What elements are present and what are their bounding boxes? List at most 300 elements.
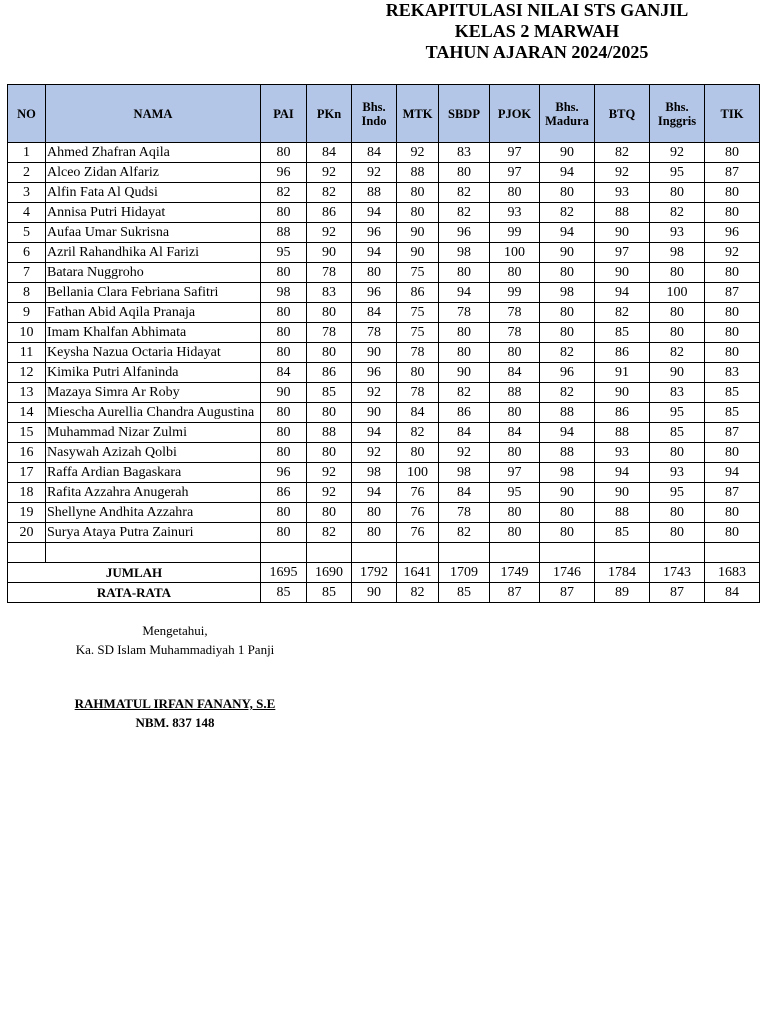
average-row-label: RATA-RATA [8, 583, 261, 603]
score-cell: 80 [307, 403, 352, 423]
table-row [8, 523, 760, 543]
score-cell: 94 [352, 483, 397, 503]
score-cell: 97 [490, 143, 540, 163]
score-cell: 90 [397, 223, 439, 243]
score-cell: 92 [650, 143, 705, 163]
score-cell: 90 [595, 263, 650, 283]
student-name: Azril Rahandhika Al Farizi [46, 243, 261, 263]
score-cell: 78 [352, 323, 397, 343]
blank-cell [650, 543, 705, 563]
row-number: 2 [8, 163, 46, 183]
title-line-1: REKAPITULASI NILAI STS GANJIL [385, 0, 689, 20]
score-cell: 80 [261, 443, 307, 463]
header-subject [307, 85, 352, 143]
score-cell: 80 [397, 363, 439, 383]
score-cell: 90 [352, 343, 397, 363]
total-cell: 1749 [490, 563, 540, 583]
student-name: Raffa Ardian Bagaskara [46, 463, 261, 483]
row-number: 1 [8, 143, 46, 163]
table-row [8, 303, 760, 323]
score-cell: 90 [307, 243, 352, 263]
score-cell: 80 [705, 143, 760, 163]
score-cell: 93 [595, 183, 650, 203]
score-cell: 83 [307, 283, 352, 303]
score-cell: 80 [650, 503, 705, 523]
score-cell: 80 [307, 303, 352, 323]
blank-cell [540, 543, 595, 563]
title-line-2: KELAS 2 MARWAH [454, 21, 620, 41]
score-cell: 97 [595, 243, 650, 263]
header-subject-line: SBDP [448, 106, 480, 121]
score-cell: 75 [397, 263, 439, 283]
blank-cell [46, 543, 261, 563]
average-cell: 90 [352, 583, 397, 603]
score-cell: 80 [439, 263, 490, 283]
table-body [8, 143, 760, 603]
student-name: Keysha Nazua Octaria Hidayat [46, 343, 261, 363]
student-name: Batara Nuggroho [46, 263, 261, 283]
total-cell: 1690 [307, 563, 352, 583]
score-cell: 82 [650, 203, 705, 223]
score-cell: 87 [705, 423, 760, 443]
row-number: 19 [8, 503, 46, 523]
score-cell: 96 [540, 363, 595, 383]
score-cell: 80 [705, 183, 760, 203]
score-cell: 84 [352, 143, 397, 163]
table-row [8, 223, 760, 243]
score-cell: 94 [540, 423, 595, 443]
score-cell: 85 [705, 383, 760, 403]
score-cell: 80 [397, 183, 439, 203]
student-name: Ahmed Zhafran Aqila [46, 143, 261, 163]
score-cell: 84 [397, 403, 439, 423]
score-cell: 98 [439, 243, 490, 263]
score-cell: 90 [540, 143, 595, 163]
score-cell: 80 [261, 423, 307, 443]
total-cell: 1695 [261, 563, 307, 583]
score-cell: 80 [261, 303, 307, 323]
score-cell: 96 [352, 283, 397, 303]
score-cell: 80 [490, 523, 540, 543]
student-name: Imam Khalfan Abhimata [46, 323, 261, 343]
score-cell: 80 [650, 443, 705, 463]
row-number: 13 [8, 383, 46, 403]
score-cell: 86 [261, 483, 307, 503]
score-cell: 90 [439, 363, 490, 383]
score-cell: 78 [439, 503, 490, 523]
student-name: Miescha Aurellia Chandra Augustina [46, 403, 261, 423]
score-cell: 80 [261, 263, 307, 283]
score-cell: 84 [490, 423, 540, 443]
score-cell: 80 [490, 503, 540, 523]
score-cell: 80 [261, 143, 307, 163]
table-row [8, 203, 760, 223]
score-cell: 80 [439, 163, 490, 183]
table-row [8, 383, 760, 403]
score-cell: 84 [352, 303, 397, 323]
table-row [8, 403, 760, 423]
table-row [8, 163, 760, 183]
total-cell: 1792 [352, 563, 397, 583]
score-cell: 82 [540, 203, 595, 223]
report-title [300, 0, 768, 63]
score-cell: 95 [490, 483, 540, 503]
table-row [8, 263, 760, 283]
score-cell: 80 [397, 203, 439, 223]
total-cell: 1641 [397, 563, 439, 583]
score-cell: 80 [540, 323, 595, 343]
score-cell: 96 [352, 223, 397, 243]
score-cell: 78 [397, 383, 439, 403]
score-cell: 90 [540, 243, 595, 263]
score-cell: 97 [490, 163, 540, 183]
score-cell: 98 [650, 243, 705, 263]
score-cell: 98 [540, 283, 595, 303]
score-cell: 88 [261, 223, 307, 243]
score-cell: 92 [397, 143, 439, 163]
table-row [8, 323, 760, 343]
score-cell: 96 [261, 463, 307, 483]
score-cell: 82 [307, 183, 352, 203]
score-cell: 78 [439, 303, 490, 323]
header-subject-line: BTQ [608, 106, 636, 121]
score-cell: 90 [540, 483, 595, 503]
score-cell: 76 [397, 483, 439, 503]
score-cell: 86 [595, 343, 650, 363]
score-cell: 80 [307, 343, 352, 363]
score-cell: 96 [261, 163, 307, 183]
score-cell: 91 [595, 363, 650, 383]
score-cell: 92 [352, 163, 397, 183]
score-cell: 90 [397, 243, 439, 263]
student-name: Alceo Zidan Alfariz [46, 163, 261, 183]
score-cell: 83 [705, 363, 760, 383]
score-cell: 78 [397, 343, 439, 363]
score-cell: 80 [307, 503, 352, 523]
row-number: 11 [8, 343, 46, 363]
score-cell: 85 [307, 383, 352, 403]
blank-cell [352, 543, 397, 563]
score-cell: 92 [307, 163, 352, 183]
score-cell: 80 [650, 183, 705, 203]
score-cell: 80 [540, 503, 595, 523]
score-cell: 88 [540, 403, 595, 423]
score-cell: 90 [595, 383, 650, 403]
score-cell: 80 [490, 263, 540, 283]
score-cell: 90 [352, 403, 397, 423]
score-cell: 75 [397, 323, 439, 343]
score-cell: 80 [352, 523, 397, 543]
score-cell: 98 [352, 463, 397, 483]
score-cell: 78 [307, 263, 352, 283]
principal-id: NBM. 837 148 [135, 715, 215, 730]
score-cell: 92 [705, 243, 760, 263]
score-cell: 80 [705, 523, 760, 543]
blank-cell [595, 543, 650, 563]
header-subject-line: Madura [545, 113, 589, 128]
score-cell: 86 [307, 363, 352, 383]
table-row [8, 143, 760, 163]
average-cell: 87 [490, 583, 540, 603]
score-cell: 88 [595, 503, 650, 523]
score-cell: 86 [307, 203, 352, 223]
score-cell: 97 [490, 463, 540, 483]
blank-cell [261, 543, 307, 563]
average-cell: 85 [307, 583, 352, 603]
score-cell: 88 [307, 423, 352, 443]
table-row [8, 363, 760, 383]
header-subject [397, 85, 439, 143]
header-subject [490, 85, 540, 143]
table-row [8, 483, 760, 503]
student-name: Muhammad Nizar Zulmi [46, 423, 261, 443]
score-cell: 88 [352, 183, 397, 203]
row-number: 20 [8, 523, 46, 543]
score-cell: 82 [439, 523, 490, 543]
score-cell: 90 [595, 483, 650, 503]
score-cell: 80 [490, 403, 540, 423]
score-cell: 86 [397, 283, 439, 303]
score-cell: 92 [307, 463, 352, 483]
row-number: 16 [8, 443, 46, 463]
score-cell: 92 [439, 443, 490, 463]
score-cell: 80 [650, 323, 705, 343]
score-cell: 76 [397, 523, 439, 543]
score-cell: 80 [439, 323, 490, 343]
score-cell: 80 [352, 503, 397, 523]
score-cell: 95 [650, 163, 705, 183]
score-cell: 78 [490, 323, 540, 343]
student-name: Shellyne Andhita Azzahra [46, 503, 261, 523]
row-number: 9 [8, 303, 46, 323]
average-row [8, 583, 760, 603]
score-cell: 95 [261, 243, 307, 263]
score-cell: 86 [595, 403, 650, 423]
score-cell: 80 [261, 403, 307, 423]
score-cell: 82 [439, 383, 490, 403]
score-cell: 88 [595, 203, 650, 223]
row-number: 18 [8, 483, 46, 503]
title-line-3: TAHUN AJARAN 2024/2025 [425, 42, 649, 62]
score-cell: 80 [352, 263, 397, 283]
header-subject-line: Indo [361, 113, 387, 128]
row-number: 4 [8, 203, 46, 223]
student-name: Kimika Putri Alfaninda [46, 363, 261, 383]
score-cell: 99 [490, 223, 540, 243]
score-cell: 78 [307, 323, 352, 343]
student-name: Fathan Abid Aqila Pranaja [46, 303, 261, 323]
score-cell: 93 [595, 443, 650, 463]
score-cell: 86 [439, 403, 490, 423]
score-cell: 82 [397, 423, 439, 443]
score-cell: 82 [307, 523, 352, 543]
score-cell: 80 [490, 183, 540, 203]
row-number: 12 [8, 363, 46, 383]
score-cell: 95 [650, 483, 705, 503]
score-cell: 100 [397, 463, 439, 483]
student-name: Nasywah Azizah Qolbi [46, 443, 261, 463]
average-cell: 85 [261, 583, 307, 603]
score-cell: 82 [261, 183, 307, 203]
score-cell: 78 [490, 303, 540, 323]
score-cell: 96 [439, 223, 490, 243]
score-cell: 93 [650, 223, 705, 243]
row-number: 6 [8, 243, 46, 263]
score-cell: 82 [540, 343, 595, 363]
score-cell: 83 [650, 383, 705, 403]
score-cell: 98 [261, 283, 307, 303]
average-cell: 87 [540, 583, 595, 603]
score-cell: 80 [705, 443, 760, 463]
header-subject [705, 85, 760, 143]
score-cell: 80 [705, 323, 760, 343]
student-name: Bellania Clara Febriana Safitri [46, 283, 261, 303]
score-cell: 94 [352, 423, 397, 443]
score-cell: 92 [595, 163, 650, 183]
header-subject [540, 85, 595, 143]
blank-cell [307, 543, 352, 563]
row-number: 5 [8, 223, 46, 243]
score-cell: 80 [705, 343, 760, 363]
score-cell: 94 [352, 243, 397, 263]
score-cell: 83 [439, 143, 490, 163]
score-cell: 92 [352, 383, 397, 403]
score-cell: 98 [540, 463, 595, 483]
row-number: 7 [8, 263, 46, 283]
total-cell: 1746 [540, 563, 595, 583]
score-cell: 75 [397, 303, 439, 323]
principal-position: Ka. SD Islam Muhammadiyah 1 Panji [75, 642, 275, 657]
total-cell: 1743 [650, 563, 705, 583]
row-number: 3 [8, 183, 46, 203]
header-subject-line: TIK [720, 106, 744, 121]
score-cell: 84 [307, 143, 352, 163]
score-cell: 85 [650, 423, 705, 443]
score-cell: 92 [307, 223, 352, 243]
score-cell: 90 [650, 363, 705, 383]
score-cell: 93 [650, 463, 705, 483]
score-cell: 94 [705, 463, 760, 483]
header-subject-line: PAI [273, 106, 294, 121]
score-cell: 94 [540, 163, 595, 183]
student-name: Mazaya Simra Ar Roby [46, 383, 261, 403]
score-cell: 82 [595, 143, 650, 163]
score-cell: 88 [397, 163, 439, 183]
score-cell: 80 [705, 203, 760, 223]
score-cell: 88 [540, 443, 595, 463]
average-cell: 87 [650, 583, 705, 603]
blank-cell [8, 543, 46, 563]
student-name: Alfin Fata Al Qudsi [46, 183, 261, 203]
score-cell: 94 [352, 203, 397, 223]
score-cell: 100 [650, 283, 705, 303]
header-no: NO [8, 85, 46, 143]
header-subject-line: PKn [316, 106, 342, 121]
score-cell: 87 [705, 163, 760, 183]
score-cell: 82 [540, 383, 595, 403]
score-cell: 98 [439, 463, 490, 483]
score-cell: 80 [261, 523, 307, 543]
table-header-row [8, 85, 760, 143]
row-number: 10 [8, 323, 46, 343]
acknowledged-label: Mengetahui, [142, 623, 208, 638]
table-row [8, 503, 760, 523]
score-cell: 76 [397, 503, 439, 523]
header-name: NAMA [46, 85, 261, 143]
score-cell: 100 [490, 243, 540, 263]
score-cell: 92 [307, 483, 352, 503]
row-number: 8 [8, 283, 46, 303]
score-cell: 94 [595, 463, 650, 483]
score-cell: 80 [650, 263, 705, 283]
score-cell: 82 [439, 203, 490, 223]
score-cell: 80 [650, 303, 705, 323]
score-cell: 96 [705, 223, 760, 243]
score-cell: 94 [439, 283, 490, 303]
header-subject [352, 85, 397, 143]
score-cell: 82 [650, 343, 705, 363]
score-cell: 80 [261, 503, 307, 523]
score-cell: 80 [540, 303, 595, 323]
student-name: Annisa Putri Hidayat [46, 203, 261, 223]
score-cell: 87 [705, 283, 760, 303]
header-subject [261, 85, 307, 143]
table-row [8, 463, 760, 483]
score-cell: 80 [307, 443, 352, 463]
score-cell: 80 [705, 303, 760, 323]
table-row [8, 443, 760, 463]
student-name: Surya Ataya Putra Zainuri [46, 523, 261, 543]
score-cell: 84 [261, 363, 307, 383]
total-cell: 1683 [705, 563, 760, 583]
score-cell: 80 [439, 343, 490, 363]
total-cell: 1709 [439, 563, 490, 583]
row-number: 14 [8, 403, 46, 423]
score-cell: 80 [540, 523, 595, 543]
score-cell: 90 [261, 383, 307, 403]
score-cell: 80 [490, 343, 540, 363]
table-row [8, 183, 760, 203]
total-cell: 1784 [595, 563, 650, 583]
blank-row [8, 543, 760, 563]
score-cell: 88 [595, 423, 650, 443]
score-cell: 84 [439, 483, 490, 503]
score-cell: 90 [595, 223, 650, 243]
score-cell: 80 [261, 343, 307, 363]
header-subject-line: MTK [402, 106, 433, 121]
score-cell: 93 [490, 203, 540, 223]
score-cell: 88 [490, 383, 540, 403]
header-subject [650, 85, 705, 143]
principal-name: RAHMATUL IRFAN FANANY, S.E [74, 696, 276, 711]
header-subject-line: Bhs. [665, 99, 689, 114]
score-cell: 85 [705, 403, 760, 423]
score-cell: 80 [705, 503, 760, 523]
score-cell: 80 [540, 183, 595, 203]
score-cell: 80 [650, 523, 705, 543]
score-cell: 85 [595, 523, 650, 543]
student-name: Aufaa Umar Sukrisna [46, 223, 261, 243]
header-subject [595, 85, 650, 143]
average-cell: 89 [595, 583, 650, 603]
student-name: Rafita Azzahra Anugerah [46, 483, 261, 503]
row-number: 15 [8, 423, 46, 443]
blank-cell [705, 543, 760, 563]
average-cell: 82 [397, 583, 439, 603]
blank-cell [490, 543, 540, 563]
score-cell: 80 [540, 263, 595, 283]
total-row-label: JUMLAH [8, 563, 261, 583]
